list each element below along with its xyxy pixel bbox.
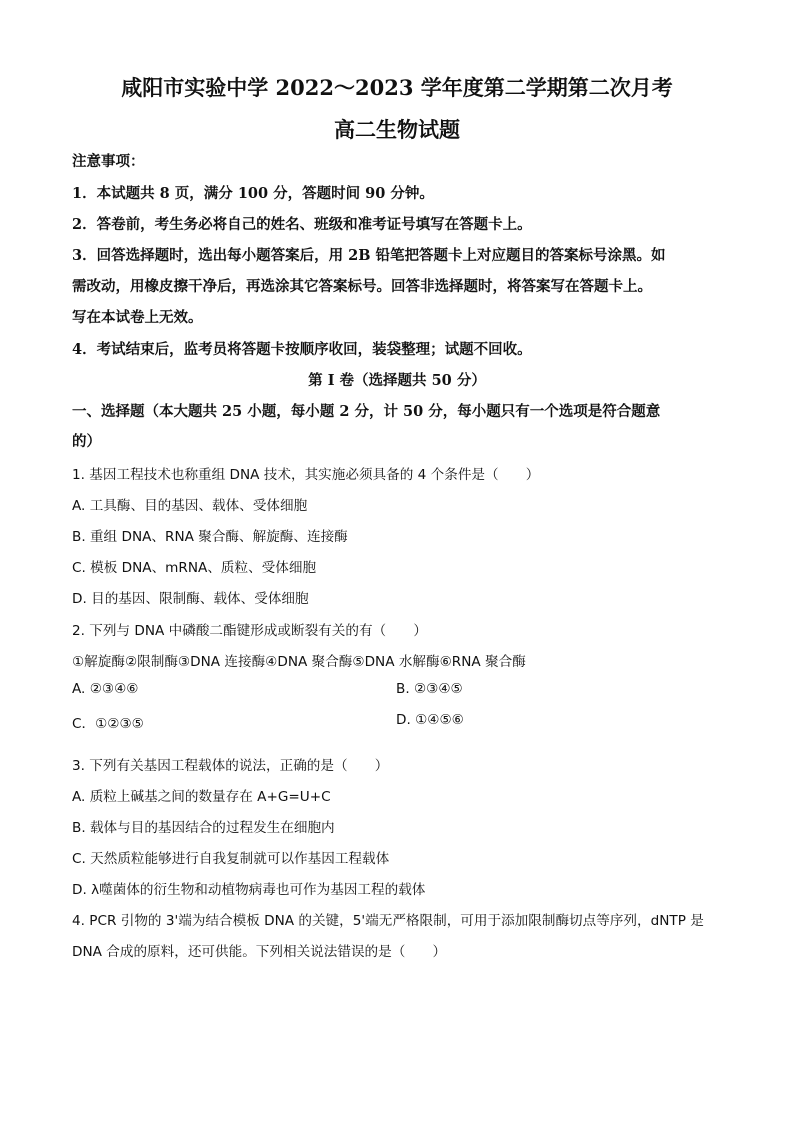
section-title: 第 I 卷（选择题共 50 分） xyxy=(308,372,486,389)
question-stem: 1. 基因工程技术也称重组 DNA 技术，其实施必须具备的 4 个条件是（ ） xyxy=(72,467,540,483)
option-d: D. ①④⑤⑥ xyxy=(396,712,464,728)
option-b: B. 重组 DNA、RNA 聚合酶、解旋酶、连接酶 xyxy=(72,529,348,545)
notice-item: 2．答卷前，考生务必将自己的姓名、班级和准考证号填写在答题卡上。 xyxy=(72,216,532,233)
exam-subtitle: 高二生物试题 xyxy=(334,117,460,142)
exam-title: 咸阳市实验中学 2022～2023 学年度第二学期第二次月考 xyxy=(121,75,673,100)
notice-item: 3．回答选择题时，选出每小题答案后，用 2B 铅笔把答题卡上对应题目的答案标号涂黑。如 xyxy=(72,247,666,264)
option-d: D. λ噬菌体的衍生物和动植物病毒也可作为基因工程的载体 xyxy=(72,882,426,898)
option-c: C．①②③⑤ xyxy=(72,716,144,732)
notice-item: 需改动，用橡皮擦干净后，再选涂其它答案标号。回答非选择题时，将答案写在答题卡上。 xyxy=(72,278,652,295)
question-sub-list: ①解旋酶②限制酶③DNA 连接酶④DNA 聚合酶⑤DNA 水解酶⑥RNA 聚合酶 xyxy=(72,654,526,670)
option-b: B. ②③④⑤ xyxy=(396,681,463,697)
notice-item: 写在本试卷上无效。 xyxy=(72,309,203,326)
question-stem: 4. PCR 引物的 3'端为结合模板 DNA 的关键，5'端无严格限制，可用于添加限制酶切点等序列，dNTP 是 xyxy=(72,913,704,929)
option-a: A. 工具酶、目的基因、载体、受体细胞 xyxy=(72,498,308,514)
option-c: C. 天然质粒能够进行自我复制就可以作基因工程载体 xyxy=(72,851,390,867)
section-instruction: 的） xyxy=(72,433,101,450)
notice-heading: 注意事项： xyxy=(72,153,145,170)
option-a: A. ②③④⑥ xyxy=(72,681,139,697)
question-stem: DNA 合成的原料，还可供能。下列相关说法错误的是（ ） xyxy=(72,944,447,960)
section-instruction: 一、选择题（本大题共 25 小题，每小题 2 分，计 50 分，每小题只有一个选项是符合题意 xyxy=(72,403,661,420)
option-a: A. 质粒上碱基之间的数量存在 A+G=U+C xyxy=(72,789,331,805)
notice-item: 4．考试结束后，监考员将答题卡按顺序收回，装袋整理；试题不回收。 xyxy=(72,341,532,358)
option-b: B. 载体与目的基因结合的过程发生在细胞内 xyxy=(72,820,335,836)
question-stem: 2. 下列与 DNA 中磷酸二酯键形成或断裂有关的有（ ） xyxy=(72,623,427,639)
option-d: D. 目的基因、限制酶、载体、受体细胞 xyxy=(72,591,309,607)
question-stem: 3. 下列有关基因工程载体的说法，正确的是（ ） xyxy=(72,758,389,774)
option-c: C. 模板 DNA、mRNA、质粒、受体细胞 xyxy=(72,560,317,576)
notice-item: 1．本试题共 8 页，满分 100 分，答题时间 90 分钟。 xyxy=(72,185,434,202)
